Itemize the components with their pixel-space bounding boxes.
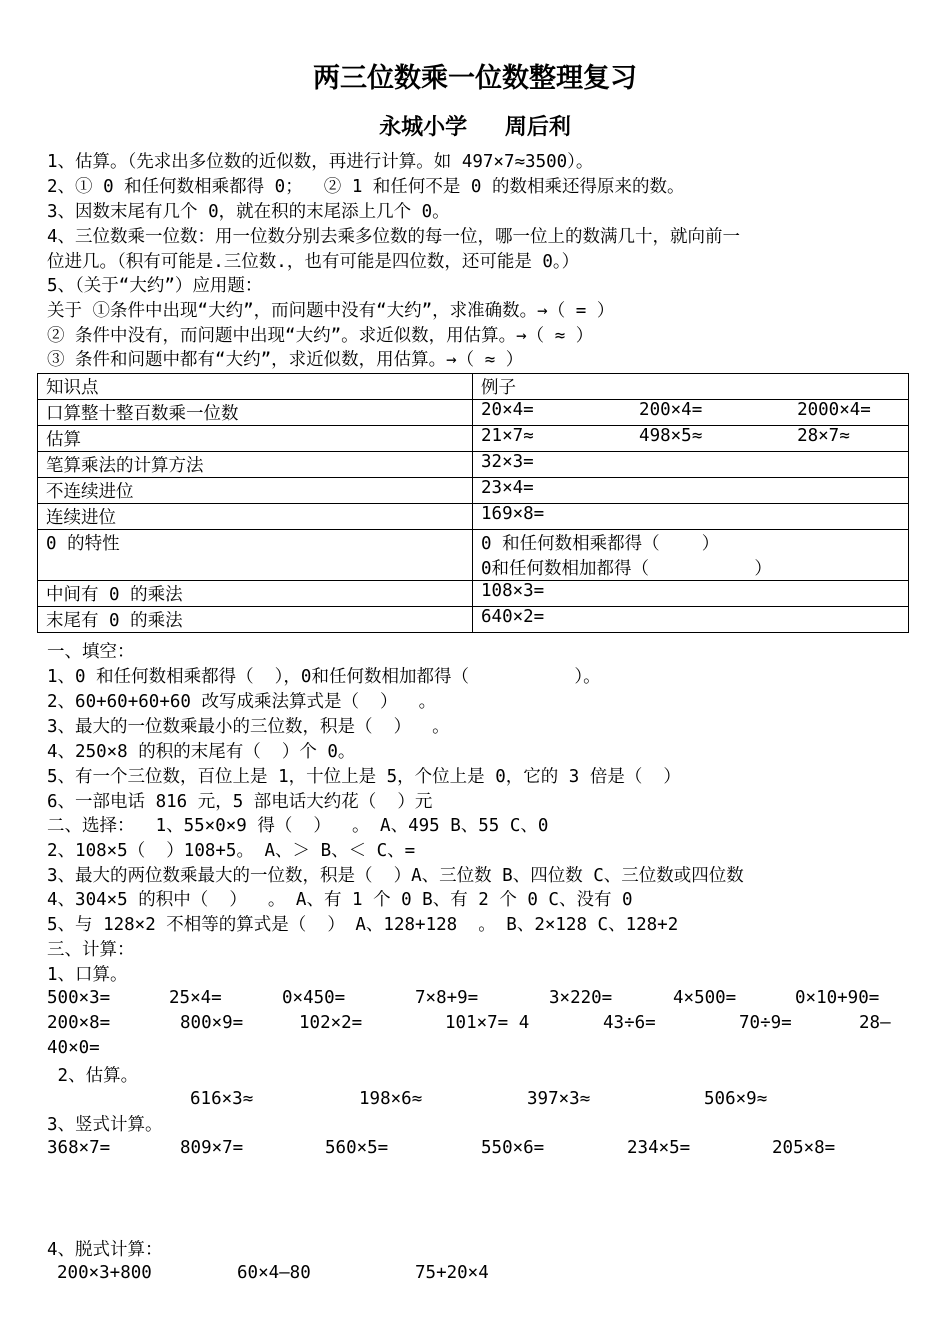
table-cell-topic: 估算 [38, 426, 473, 452]
table-row [38, 400, 909, 426]
table-cell-topic: 0 的特性 [38, 530, 473, 581]
table-row [38, 581, 909, 607]
author-line: 永城小学 周后利 [379, 114, 571, 140]
table-cell-example-line: 0和任何数相加都得（ ） [481, 559, 772, 579]
note-4-cont: 位进几。（积有可能是.三位数.，也有可能是四位数，还可能是 0。） [47, 252, 580, 272]
table-header-example: 例子 [473, 374, 909, 400]
note-5-a: 关于 ①条件中出现“大约”，而问题中没有“大约”，求准确数。→（ = ） [47, 301, 615, 321]
table-cell-example: 169×8= [473, 504, 909, 530]
table-cell-example [473, 530, 909, 581]
fill-item-5: 5、有一个三位数，百位上是 1，十位上是 5，个位上是 0，它的 3 倍是（ ） [47, 767, 681, 787]
stepwise-problem: 200×3+800 [57, 1263, 152, 1283]
vertical-problem: 560×5= [325, 1138, 389, 1158]
table-cell-topic: 口算整十整百数乘一位数 [38, 400, 473, 426]
oral-problem: 101×7= 4 [445, 1013, 530, 1033]
table-row [38, 504, 909, 530]
section-choice-heading: 二、选择： 1、55×0×9 得（ ） 。 A、495 B、55 C、0 [47, 816, 549, 836]
choice-item-3: 3、最大的两位数乘最大的一位数，积是（ ）A、三位数 B、四位数 C、三位数或四位数 [47, 866, 744, 886]
knowledge-table [37, 373, 909, 633]
oral-problem: 28— [859, 1013, 891, 1033]
table-cell-topic: 中间有 0 的乘法 [38, 581, 473, 607]
note-5: 5、（关于“大约”）应用题： [47, 276, 263, 296]
fill-item-2: 2、60+60+60+60 改写成乘法算式是（ ） 。 [47, 692, 437, 712]
note-2: 2、① 0 和任何数相乘都得 0； ② 1 和任何不是 0 的数相乘还得原来的数。 [47, 177, 685, 197]
oral-heading: 1、口算。 [47, 965, 128, 985]
oral-problem: 3×220= [549, 988, 613, 1008]
stepwise-problem: 60×4—80 [237, 1263, 311, 1283]
table-cell-example: 23×4= [473, 478, 909, 504]
table-cell-topic: 笔算乘法的计算方法 [38, 452, 473, 478]
note-5-c: ③ 条件和问题中都有“大约”，求近似数，用估算。→（ ≈ ） [47, 350, 524, 370]
oral-problem: 800×9= [180, 1013, 244, 1033]
section-fill-heading: 一、填空： [47, 642, 135, 662]
oral-problem: 40×0= [47, 1038, 100, 1058]
fill-item-4: 4、250×8 的积的末尾有（ ）个 0。 [47, 742, 356, 762]
vertical-heading: 3、竖式计算。 [47, 1115, 163, 1135]
vertical-problem: 809×7= [180, 1138, 244, 1158]
table-cell-example: 21×7≈ 498×5≈ 28×7≈ [473, 426, 909, 452]
oral-problem: 7×8+9= [415, 988, 479, 1008]
table-cell-topic: 不连续进位 [38, 478, 473, 504]
oral-problem: 25×4= [169, 988, 222, 1008]
oral-problem: 102×2= [299, 1013, 363, 1033]
table-row [38, 607, 909, 633]
vertical-problem: 234×5= [627, 1138, 691, 1158]
note-5-b: ② 条件中没有，而问题中出现“大约”。求近似数，用估算。→（ ≈ ） [47, 326, 594, 346]
table-cell-topic: 连续进位 [38, 504, 473, 530]
oral-problem: 0×10+90= [795, 988, 880, 1008]
estimate-problem: 198×6≈ [359, 1089, 423, 1109]
estimate-problem: 616×3≈ [190, 1089, 254, 1109]
choice-item-2: 2、108×5（ ）108+5。 A、＞ B、＜ C、= [47, 841, 416, 861]
oral-problem: 0×450= [282, 988, 346, 1008]
table-row [38, 426, 909, 452]
vertical-problem: 550×6= [481, 1138, 545, 1158]
vertical-problem: 205×8= [772, 1138, 836, 1158]
oral-problem: 4×500= [673, 988, 737, 1008]
vertical-problem: 368×7= [47, 1138, 111, 1158]
fill-item-6: 6、一部电话 816 元，5 部电话大约花（ ）元 [47, 792, 433, 812]
note-4: 4、三位数乘一位数：用一位数分别去乘多位数的每一位，哪一位上的数满几十，就向前一 [47, 227, 741, 247]
estimate-problem: 397×3≈ [527, 1089, 591, 1109]
table-row [38, 530, 909, 581]
table-cell-topic: 末尾有 0 的乘法 [38, 607, 473, 633]
choice-item-5: 5、与 128×2 不相等的算式是（ ） A、128+128 。 B、2×128 C、128+2 [47, 915, 679, 935]
table-row [38, 478, 909, 504]
section-calc-heading: 三、计算： [47, 940, 135, 960]
stepwise-problem: 75+20×4 [415, 1263, 489, 1283]
fill-item-3: 3、最大的一位数乘最小的三位数，积是（ ） 。 [47, 717, 450, 737]
table-cell-example: 32×3= [473, 452, 909, 478]
estimate-heading: 2、估算。 [47, 1066, 139, 1086]
table-cell-example-line: 0 和任何数相乘都得（ ） [481, 534, 720, 554]
table-header-row [38, 374, 909, 400]
page-title: 两三位数乘一位数整理复习 [313, 63, 637, 94]
oral-problem: 70÷9= [739, 1013, 792, 1033]
table-row [38, 452, 909, 478]
note-1: 1、估算。（先求出多位数的近似数，再进行计算。如 497×7≈3500）。 [47, 152, 594, 172]
stepwise-heading: 4、脱式计算： [47, 1240, 163, 1260]
table-cell-example: 108×3= [473, 581, 909, 607]
table-cell-example: 640×2= [473, 607, 909, 633]
oral-problem: 43÷6= [603, 1013, 656, 1033]
oral-problem: 200×8= [47, 1013, 111, 1033]
choice-item-4: 4、304×5 的积中（ ） 。 A、有 1 个 0 B、有 2 个 0 C、没有 0 [47, 890, 633, 910]
table-header-topic: 知识点 [38, 374, 473, 400]
table-cell-example: 20×4= 200×4= 2000×4= [473, 400, 909, 426]
fill-item-1: 1、0 和任何数相乘都得（ ），0和任何数相加都得（ ）。 [47, 667, 601, 687]
oral-problem: 500×3= [47, 988, 111, 1008]
estimate-problem: 506×9≈ [704, 1089, 768, 1109]
note-3: 3、因数末尾有几个 0，就在积的末尾添上几个 0。 [47, 202, 450, 222]
